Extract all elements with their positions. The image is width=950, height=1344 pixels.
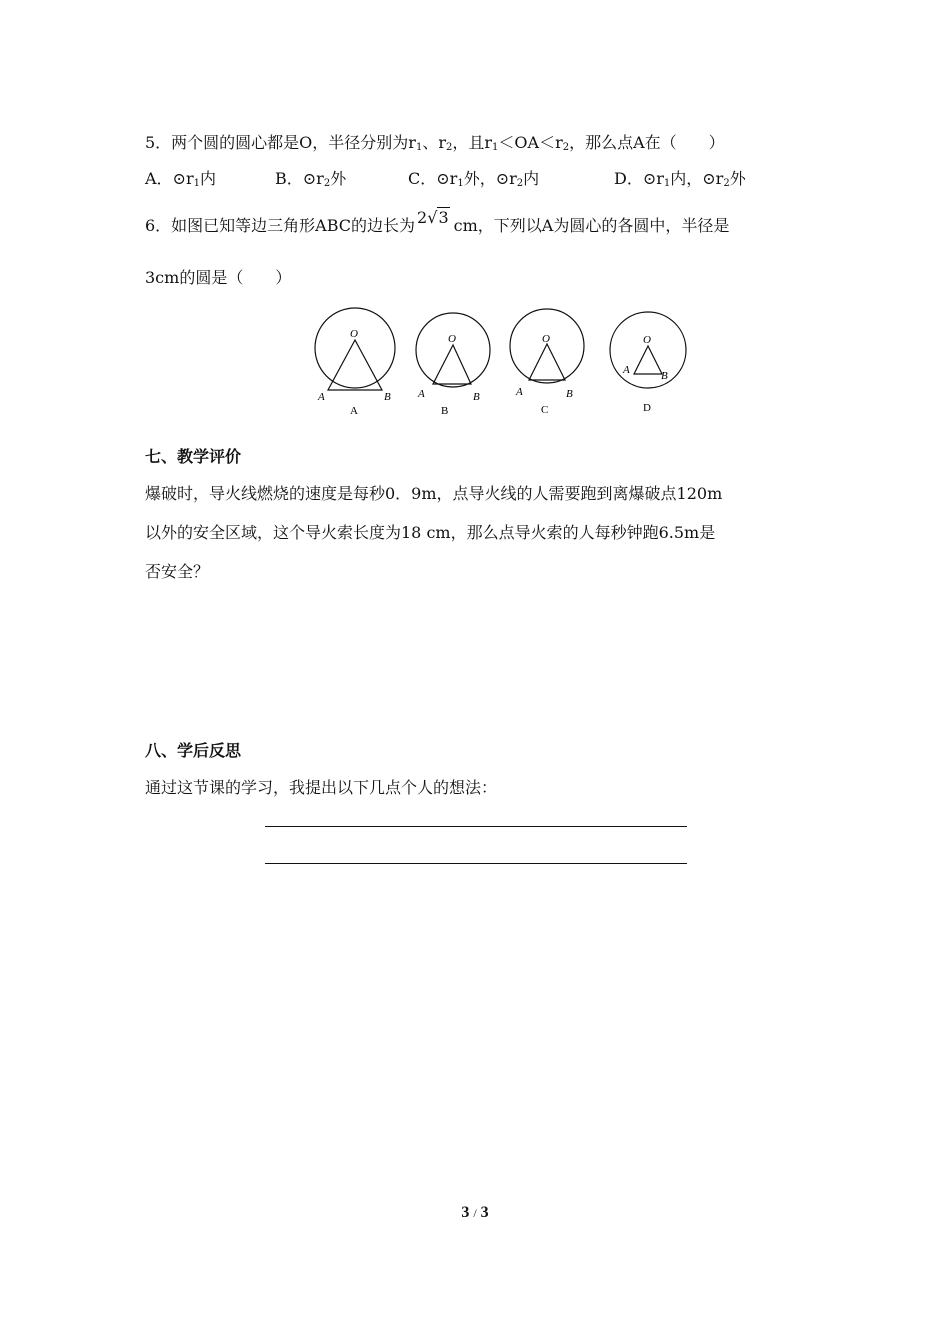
- subscript: 1: [663, 178, 671, 189]
- sqrt-expression: 2√3: [417, 208, 449, 227]
- q5-option-b: [275, 169, 346, 194]
- subscript: 2: [723, 178, 730, 189]
- subscript: 1: [193, 178, 200, 189]
- triangle: [433, 345, 471, 384]
- page-separator: /: [473, 1206, 477, 1220]
- option-text: 外，⊙r: [463, 169, 517, 188]
- figure-caption: A: [350, 405, 358, 417]
- option-text: 外: [729, 169, 746, 188]
- page-current: 3: [461, 1204, 470, 1221]
- triangle: [529, 344, 565, 380]
- sqrt-radicand: 3: [438, 208, 449, 227]
- q5-option-c: [408, 169, 539, 194]
- q5-stem-text: ，那么点A在（ ）: [569, 133, 725, 152]
- figure-option-b: [416, 313, 490, 417]
- q5-stem-text: 5．两个圆的圆心都是O，半径分别为r: [145, 133, 416, 152]
- triangle: [634, 346, 662, 374]
- section-7-text-line-2: 以外的安全区域，这个导火索长度为18 cm，那么点导火索的人每秒钟跑6.5m是: [145, 523, 716, 542]
- figure-option-c: [510, 309, 584, 416]
- option-text: A．⊙r: [145, 169, 194, 188]
- figure-caption: C: [541, 404, 549, 416]
- q6-stem-line2: 3cm的圆是（ ）: [145, 268, 292, 287]
- vertex-a-label: A: [318, 391, 325, 403]
- center-label: O: [542, 333, 550, 345]
- circle: [416, 313, 490, 387]
- q5-stem: [145, 133, 725, 158]
- section-7-text-line-3: 否安全？: [145, 562, 210, 581]
- option-text: 外: [330, 169, 347, 188]
- option-text: 内: [200, 169, 217, 188]
- circle: [315, 308, 395, 388]
- vertex-b-label: B: [384, 391, 391, 403]
- option-text: D．⊙r: [614, 169, 664, 188]
- answer-blank-line[interactable]: [265, 826, 687, 827]
- figure-caption: D: [643, 402, 651, 414]
- q6-stem-text: cm，下列以A为圆心的各圆中，半径是: [453, 216, 730, 235]
- q6-stem: [145, 208, 730, 236]
- subscript: 2: [562, 142, 570, 153]
- option-text: 内，⊙r: [670, 169, 724, 188]
- figure-option-a: [315, 308, 395, 417]
- subscript: 1: [457, 178, 464, 189]
- circle: [510, 309, 584, 383]
- section-8-title: 八、学后反思: [145, 741, 242, 760]
- subscript: 2: [516, 178, 524, 189]
- q5-stem-text: ，且r: [452, 133, 493, 152]
- q5-option-a: [145, 169, 216, 194]
- center-label: O: [643, 334, 651, 346]
- option-text: C．⊙r: [408, 169, 458, 188]
- q5-options: [145, 169, 825, 189]
- page-number: [0, 1204, 950, 1222]
- q6-stem-text: 6．如图已知等边三角形ABC的边长为: [145, 216, 416, 235]
- center-label: O: [350, 328, 358, 340]
- section-8-prompt: 通过这节课的学习，我提出以下几点个人的想法：: [145, 778, 498, 797]
- section-7-title: 七、教学评价: [145, 447, 242, 466]
- subscript: 2: [323, 178, 331, 189]
- q5-option-d: [614, 169, 746, 194]
- circle: [610, 312, 686, 388]
- center-label: O: [448, 333, 456, 345]
- q5-stem-text: ＜OA＜r: [498, 133, 563, 152]
- q5-stem-text: 、r: [422, 133, 446, 152]
- option-text: B．⊙r: [275, 169, 324, 188]
- figure-option-d: [610, 312, 686, 414]
- vertex-a-label: A: [516, 386, 523, 398]
- subscript: 1: [415, 142, 423, 153]
- page-total: 3: [480, 1204, 489, 1221]
- answer-blank-line[interactable]: [265, 863, 687, 864]
- vertex-a-label: A: [418, 388, 425, 400]
- option-text: 内: [523, 169, 540, 188]
- figure-caption: B: [441, 405, 449, 417]
- triangle: [328, 340, 382, 390]
- vertex-a-label: A: [623, 364, 630, 376]
- section-7-text-line-1: 爆破时，导火线燃烧的速度是每秒0．9m，点导火线的人需要跑到离爆破点120m: [145, 484, 723, 503]
- subscript: 2: [445, 142, 453, 153]
- q6-figure: [310, 300, 700, 440]
- vertex-b-label: B: [566, 388, 573, 400]
- vertex-b-label: B: [661, 370, 668, 382]
- vertex-b-label: B: [473, 391, 480, 403]
- sqrt-coefficient: 2: [417, 208, 428, 227]
- subscript: 1: [492, 142, 499, 153]
